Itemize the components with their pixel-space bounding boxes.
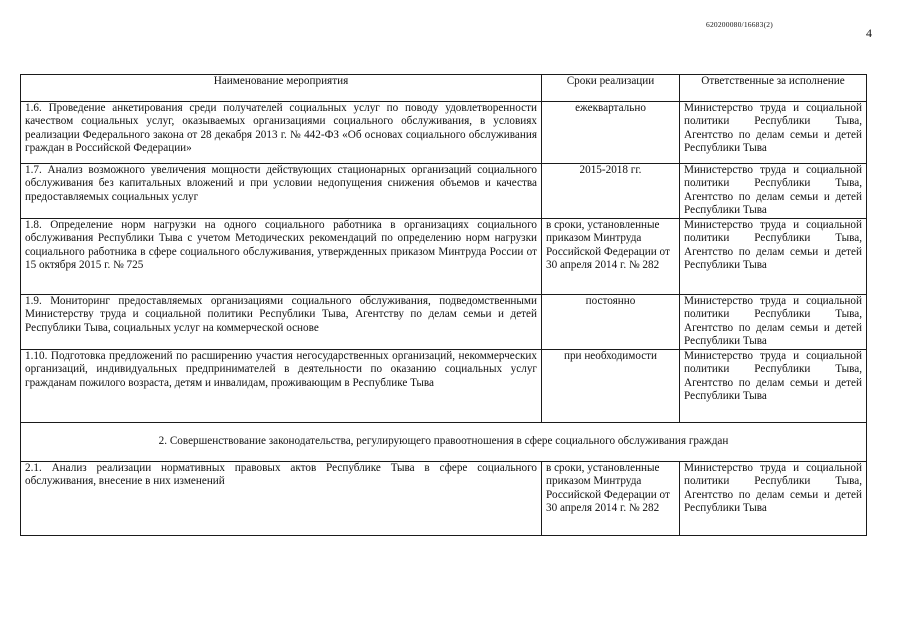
measure-name: 1.6. Проведение анкетирования среди получателей социальных услуг по поводу удовлетворенности качеством социальных услуг, оказываемых организациями социального обслуживания, в условиях реализации Федерального закона от 28 декабря 2013 г. № 442-ФЗ «Об основах социального обслуживания граждан в Российской Федерации» (21, 102, 542, 164)
measure-name: 1.10. Подготовка предложений по расширению участия негосударственных организаций, некоммерческих организаций, индивидуальных предпринимателей в деятельности по оказанию социальных услуг гражданам пожилого возраста, детям и инвалидам, проживающим в Республике Тыва (21, 350, 542, 423)
measure-term: при необходимости (542, 350, 680, 423)
measure-responsible: Министерство труда и социальной политики Республики Тыва, Агентство по делам семьи и детей Республики Тыва (680, 295, 867, 350)
measure-name: 2.1. Анализ реализации нормативных правовых актов Республике Тыва в сфере социального обслуживания, внесение в них изменений (21, 462, 542, 536)
column-header-responsible: Ответственные за исполнение (680, 75, 867, 102)
measure-name: 1.7. Анализ возможного увеличения мощности действующих стационарных организаций социального обслуживания без капитальных вложений и при условии недопущения снижения объемов и качества предоставляемых социальных услуг (21, 164, 542, 219)
document-code: 620200080/16683(2) (706, 20, 773, 29)
measure-responsible: Министерство труда и социальной политики Республики Тыва, Агентство по делам семьи и детей Республики Тыва (680, 219, 867, 295)
table-row (21, 295, 867, 350)
measure-term: в сроки, установленные приказом Минтруда Российской Федерации от 30 апреля 2014 г. № 282 (542, 462, 680, 536)
table-row (21, 219, 867, 295)
column-header-term: Сроки реализации (542, 75, 680, 102)
measure-term: 2015-2018 гг. (542, 164, 680, 219)
section-row (21, 423, 867, 462)
column-header-name: Наименование мероприятия (21, 75, 542, 102)
measure-term: в сроки, установленные приказом Минтруда Российской Федерации от 30 апреля 2014 г. № 282 (542, 219, 680, 295)
table-row (21, 102, 867, 164)
measure-name: 1.9. Мониторинг предоставляемых организациями социального обслуживания, подведомственными Министерству труда и социальной политики Республики Тыва, Агентству по делам семьи и детей Республики Тыва, социальных услуг на коммерческой основе (21, 295, 542, 350)
measure-term: ежеквартально (542, 102, 680, 164)
table-row (21, 462, 867, 536)
table-row (21, 164, 867, 219)
measure-responsible: Министерство труда и социальной политики Республики Тыва, Агентство по делам семьи и детей Республики Тыва (680, 164, 867, 219)
measure-term: постоянно (542, 295, 680, 350)
measure-responsible: Министерство труда и социальной политики Республики Тыва, Агентство по делам семьи и детей Республики Тыва (680, 350, 867, 423)
table-header (21, 75, 867, 102)
section-title: 2. Совершенствование законодательства, регулирующего правоотношения в сфере социального обслуживания граждан (21, 423, 867, 462)
page-number: 4 (866, 26, 872, 40)
measure-responsible: Министерство труда и социальной политики Республики Тыва, Агентство по делам семьи и детей Республики Тыва (680, 462, 867, 536)
table-row (21, 350, 867, 423)
measure-responsible: Министерство труда и социальной политики Республики Тыва, Агентство по делам семьи и детей Республики Тыва (680, 102, 867, 164)
measures-table (20, 74, 867, 536)
measure-name: 1.8. Определение норм нагрузки на одного социального работника в организациях социального обслуживания Республики Тыва с учетом Методических рекомендаций по определению норм нагрузки социального работника в сфере социального обслуживания, утвержденных приказом Минтруда России от 15 октября 2015 г. № 725 (21, 219, 542, 295)
